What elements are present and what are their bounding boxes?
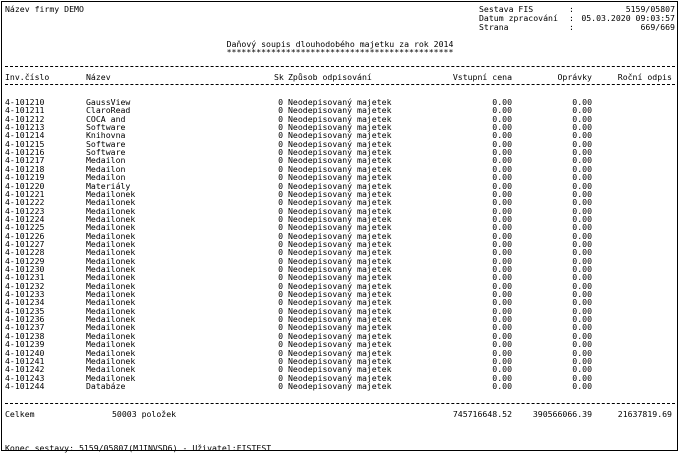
row-corrections: 0.00 <box>572 364 592 375</box>
row-sk: 0 <box>278 163 283 174</box>
row-method: Neodepisovaný majetek <box>288 305 392 316</box>
row-method: Neodepisovaný majetek <box>288 213 392 224</box>
row-inv: 4-101240 <box>5 347 45 358</box>
row-name: Software <box>86 147 126 158</box>
header-rule-bottom <box>5 84 675 85</box>
row-corrections: 0.00 <box>572 322 592 333</box>
row-input: 0.00 <box>492 172 512 183</box>
row-method: Neodepisovaný majetek <box>288 113 392 124</box>
row-method: Neodepisovaný majetek <box>288 289 392 300</box>
row-name: GaussView <box>86 97 131 107</box>
row-name: COCA and <box>86 113 126 124</box>
row-inv: 4-101221 <box>5 188 45 199</box>
report-sep: : <box>569 4 574 14</box>
row-inv: 4-101237 <box>5 322 45 333</box>
row-corrections: 0.00 <box>572 188 592 199</box>
row-name: Medailon <box>86 172 126 183</box>
row-corrections: 0.00 <box>572 339 592 350</box>
row-method: Neodepisovaný majetek <box>288 314 392 325</box>
row-sk: 0 <box>278 213 283 224</box>
page-label: Strana <box>479 22 509 32</box>
row-sk: 0 <box>278 264 283 274</box>
row-input: 0.00 <box>492 163 512 174</box>
date-value: 05.03.2020 09:03:57 <box>581 13 675 23</box>
row-input: 0.00 <box>492 264 512 274</box>
row-input: 0.00 <box>492 113 512 124</box>
row-name: Medailonek <box>86 355 136 366</box>
row-inv: 4-101231 <box>5 272 45 283</box>
row-corrections: 0.00 <box>572 147 592 158</box>
row-input: 0.00 <box>492 289 512 300</box>
row-method: Neodepisovaný majetek <box>288 339 392 350</box>
row-input: 0.00 <box>492 188 512 199</box>
row-corrections: 0.00 <box>572 305 592 316</box>
row-inv: 4-101230 <box>5 264 45 274</box>
row-name: Medailonek <box>86 197 136 208</box>
row-method: Neodepisovaný majetek <box>288 172 392 183</box>
row-inv: 4-101217 <box>5 155 45 166</box>
row-sk: 0 <box>278 380 283 391</box>
row-name: Medailonek <box>86 280 136 291</box>
row-sk: 0 <box>278 230 283 241</box>
totals-count: 50003 položek <box>112 409 177 419</box>
col-method: Způsob odpisování <box>288 72 372 82</box>
row-input: 0.00 <box>492 222 512 233</box>
row-corrections: 0.00 <box>572 122 592 133</box>
row-sk: 0 <box>278 130 283 141</box>
row-input: 0.00 <box>492 280 512 291</box>
row-method: Neodepisovaný majetek <box>288 130 392 141</box>
row-input: 0.00 <box>492 314 512 325</box>
row-inv: 4-101234 <box>5 297 45 308</box>
table-row <box>0 173 680 181</box>
page-value: 669/669 <box>640 22 675 32</box>
row-corrections: 0.00 <box>572 105 592 116</box>
row-inv: 4-101241 <box>5 355 45 366</box>
row-input: 0.00 <box>492 305 512 316</box>
table-row <box>0 382 680 390</box>
page-sep: : <box>569 22 574 32</box>
row-method: Neodepisovaný majetek <box>288 155 392 166</box>
row-name: Software <box>86 122 126 133</box>
totals-corrections: 390566066.39 <box>532 409 592 419</box>
row-name: Medailonek <box>86 305 136 316</box>
row-input: 0.00 <box>492 230 512 241</box>
row-corrections: 0.00 <box>572 155 592 166</box>
row-method: Neodepisovaný majetek <box>288 147 392 158</box>
row-corrections: 0.00 <box>572 347 592 358</box>
row-input: 0.00 <box>492 105 512 116</box>
row-method: Neodepisovaný majetek <box>288 180 392 191</box>
row-sk: 0 <box>278 322 283 333</box>
row-name: Software <box>86 138 126 149</box>
row-input: 0.00 <box>492 255 512 266</box>
row-sk: 0 <box>278 205 283 216</box>
row-name: Medailon <box>86 155 126 166</box>
row-name: Materiály <box>86 180 131 191</box>
row-corrections: 0.00 <box>572 314 592 325</box>
row-name: Medailonek <box>86 264 136 274</box>
row-inv: 4-101226 <box>5 230 45 241</box>
row-input: 0.00 <box>492 247 512 258</box>
row-name: Medailonek <box>86 205 136 216</box>
row-inv: 4-101244 <box>5 380 45 391</box>
col-corrections: Oprávky <box>557 72 592 82</box>
row-method: Neodepisovaný majetek <box>288 247 392 258</box>
row-input: 0.00 <box>492 380 512 391</box>
row-corrections: 0.00 <box>572 255 592 266</box>
row-sk: 0 <box>278 138 283 149</box>
row-sk: 0 <box>278 372 283 383</box>
totals-annual: 21637819.69 <box>617 409 672 419</box>
row-corrections: 0.00 <box>572 172 592 183</box>
table-row <box>0 365 680 373</box>
row-name: Medailonek <box>86 372 136 383</box>
row-name: Medailonek <box>86 289 136 300</box>
row-inv: 4-101219 <box>5 172 45 183</box>
row-input: 0.00 <box>492 138 512 149</box>
row-name: Knihovna <box>86 130 126 141</box>
row-inv: 4-101236 <box>5 314 45 325</box>
report-title: Daňový soupis dlouhodobého majetku za rok 2014 <box>226 39 454 49</box>
row-inv: 4-101215 <box>5 138 45 149</box>
row-method: Neodepisovaný majetek <box>288 230 392 241</box>
row-sk: 0 <box>278 272 283 283</box>
row-input: 0.00 <box>492 347 512 358</box>
row-input: 0.00 <box>492 364 512 375</box>
row-corrections: 0.00 <box>572 138 592 149</box>
row-corrections: 0.00 <box>572 222 592 233</box>
row-method: Neodepisovaný majetek <box>288 280 392 291</box>
row-sk: 0 <box>278 188 283 199</box>
row-sk: 0 <box>278 172 283 183</box>
row-corrections: 0.00 <box>572 355 592 366</box>
row-sk: 0 <box>278 122 283 133</box>
row-inv: 4-101239 <box>5 339 45 350</box>
row-sk: 0 <box>278 147 283 158</box>
row-sk: 0 <box>278 297 283 308</box>
row-name: Databáze <box>86 380 126 391</box>
row-input: 0.00 <box>492 355 512 366</box>
row-name: Medailonek <box>86 247 136 258</box>
row-method: Neodepisovaný majetek <box>288 222 392 233</box>
row-inv: 4-101214 <box>5 130 45 141</box>
row-name: Medailonek <box>86 238 136 249</box>
row-corrections: 0.00 <box>572 264 592 274</box>
row-input: 0.00 <box>492 180 512 191</box>
row-name: Medailon <box>86 163 126 174</box>
row-method: Neodepisovaný majetek <box>288 297 392 308</box>
row-method: Neodepisovaný majetek <box>288 122 392 133</box>
row-inv: 4-101224 <box>5 213 45 224</box>
row-input: 0.00 <box>492 205 512 216</box>
row-sk: 0 <box>278 355 283 366</box>
row-sk: 0 <box>278 280 283 291</box>
row-corrections: 0.00 <box>572 230 592 241</box>
row-input: 0.00 <box>492 297 512 308</box>
row-method: Neodepisovaný majetek <box>288 205 392 216</box>
row-method: Neodepisovaný majetek <box>288 322 392 333</box>
row-sk: 0 <box>278 255 283 266</box>
totals-input: 745716648.52 <box>452 409 512 419</box>
row-corrections: 0.00 <box>572 330 592 341</box>
row-method: Neodepisovaný majetek <box>288 197 392 208</box>
row-method: Neodepisovaný majetek <box>288 97 392 107</box>
row-corrections: 0.00 <box>572 163 592 174</box>
col-sk: Sk <box>274 72 284 82</box>
col-annual: Roční odpis <box>617 72 672 82</box>
row-inv: 4-101213 <box>5 122 45 133</box>
row-sk: 0 <box>278 347 283 358</box>
row-name: Medailonek <box>86 339 136 350</box>
row-input: 0.00 <box>492 372 512 383</box>
row-name: Medailonek <box>86 297 136 308</box>
row-inv: 4-101220 <box>5 180 45 191</box>
row-sk: 0 <box>278 314 283 325</box>
row-name: Medailonek <box>86 213 136 224</box>
row-sk: 0 <box>278 222 283 233</box>
row-sk: 0 <box>278 97 283 107</box>
row-corrections: 0.00 <box>572 180 592 191</box>
row-input: 0.00 <box>492 197 512 208</box>
row-sk: 0 <box>278 289 283 300</box>
row-corrections: 0.00 <box>572 272 592 283</box>
row-corrections: 0.00 <box>572 297 592 308</box>
row-input: 0.00 <box>492 339 512 350</box>
row-method: Neodepisovaný majetek <box>288 272 392 283</box>
totals-label: Celkem <box>5 409 35 419</box>
row-input: 0.00 <box>492 147 512 158</box>
row-method: Neodepisovaný majetek <box>288 138 392 149</box>
row-name: ClaroRead <box>86 105 131 116</box>
row-name: Medailonek <box>86 330 136 341</box>
row-inv: 4-101228 <box>5 247 45 258</box>
row-method: Neodepisovaný majetek <box>288 264 392 274</box>
report-footer: Konec sestavy: 5159/05807(MJINVSD6) - Uživatel:FISTEST <box>5 443 272 453</box>
row-sk: 0 <box>278 238 283 249</box>
row-input: 0.00 <box>492 130 512 141</box>
row-inv: 4-101238 <box>5 330 45 341</box>
row-input: 0.00 <box>492 330 512 341</box>
date-sep: : <box>569 13 574 23</box>
row-corrections: 0.00 <box>572 213 592 224</box>
report-value: 5159/05807 <box>625 4 675 14</box>
row-name: Medailonek <box>86 222 136 233</box>
row-corrections: 0.00 <box>572 238 592 249</box>
row-method: Neodepisovaný majetek <box>288 372 392 383</box>
row-name: Medailonek <box>86 255 136 266</box>
row-inv: 4-101216 <box>5 147 45 158</box>
row-corrections: 0.00 <box>572 113 592 124</box>
totals-rule <box>5 403 675 404</box>
row-corrections: 0.00 <box>572 197 592 208</box>
row-method: Neodepisovaný majetek <box>288 355 392 366</box>
row-method: Neodepisovaný majetek <box>288 238 392 249</box>
row-input: 0.00 <box>492 122 512 133</box>
row-input: 0.00 <box>492 272 512 283</box>
row-corrections: 0.00 <box>572 289 592 300</box>
row-corrections: 0.00 <box>572 380 592 391</box>
row-inv: 4-101211 <box>5 105 45 116</box>
row-corrections: 0.00 <box>572 205 592 216</box>
row-inv: 4-101235 <box>5 305 45 316</box>
row-input: 0.00 <box>492 322 512 333</box>
row-name: Medailonek <box>86 272 136 283</box>
row-sk: 0 <box>278 180 283 191</box>
row-inv: 4-101243 <box>5 372 45 383</box>
row-name: Medailonek <box>86 230 136 241</box>
col-input: Vstupní cena <box>452 72 512 82</box>
row-inv: 4-101225 <box>5 222 45 233</box>
row-sk: 0 <box>278 113 283 124</box>
row-name: Medailonek <box>86 364 136 375</box>
row-inv: 4-101218 <box>5 163 45 174</box>
row-corrections: 0.00 <box>572 280 592 291</box>
row-input: 0.00 <box>492 213 512 224</box>
col-name: Název <box>86 72 111 82</box>
row-inv: 4-101222 <box>5 197 45 208</box>
row-sk: 0 <box>278 197 283 208</box>
row-method: Neodepisovaný majetek <box>288 380 392 391</box>
row-name: Medailonek <box>86 347 136 358</box>
row-inv: 4-101233 <box>5 289 45 300</box>
row-method: Neodepisovaný majetek <box>288 330 392 341</box>
row-sk: 0 <box>278 339 283 350</box>
row-input: 0.00 <box>492 238 512 249</box>
table-row <box>0 198 680 206</box>
row-method: Neodepisovaný majetek <box>288 255 392 266</box>
row-sk: 0 <box>278 247 283 258</box>
row-corrections: 0.00 <box>572 372 592 383</box>
row-sk: 0 <box>278 305 283 316</box>
row-sk: 0 <box>278 364 283 375</box>
row-inv: 4-101232 <box>5 280 45 291</box>
row-method: Neodepisovaný majetek <box>288 188 392 199</box>
table-row <box>0 340 680 348</box>
row-name: Medailonek <box>86 188 136 199</box>
row-inv: 4-101210 <box>5 97 45 107</box>
date-label: Datum zpracování <box>479 13 558 23</box>
row-corrections: 0.00 <box>572 247 592 258</box>
row-corrections: 0.00 <box>572 130 592 141</box>
header-rule-top <box>5 66 675 67</box>
row-method: Neodepisovaný majetek <box>288 105 392 116</box>
title-underline: ********************************************** <box>226 47 454 57</box>
row-method: Neodepisovaný majetek <box>288 163 392 174</box>
row-name: Medailonek <box>86 322 136 333</box>
row-corrections: 0.00 <box>572 97 592 107</box>
row-input: 0.00 <box>492 155 512 166</box>
row-method: Neodepisovaný majetek <box>288 364 392 375</box>
row-sk: 0 <box>278 155 283 166</box>
row-inv: 4-101223 <box>5 205 45 216</box>
row-inv: 4-101242 <box>5 364 45 375</box>
col-inv: Inv.číslo <box>5 72 50 82</box>
row-sk: 0 <box>278 105 283 116</box>
row-method: Neodepisovaný majetek <box>288 347 392 358</box>
row-inv: 4-101212 <box>5 113 45 124</box>
company-name: Název firmy DEMO <box>5 4 84 14</box>
row-sk: 0 <box>278 330 283 341</box>
row-input: 0.00 <box>492 97 512 107</box>
row-name: Medailonek <box>86 314 136 325</box>
row-inv: 4-101229 <box>5 255 45 266</box>
row-inv: 4-101227 <box>5 238 45 249</box>
report-label: Sestava FIS <box>479 4 534 14</box>
